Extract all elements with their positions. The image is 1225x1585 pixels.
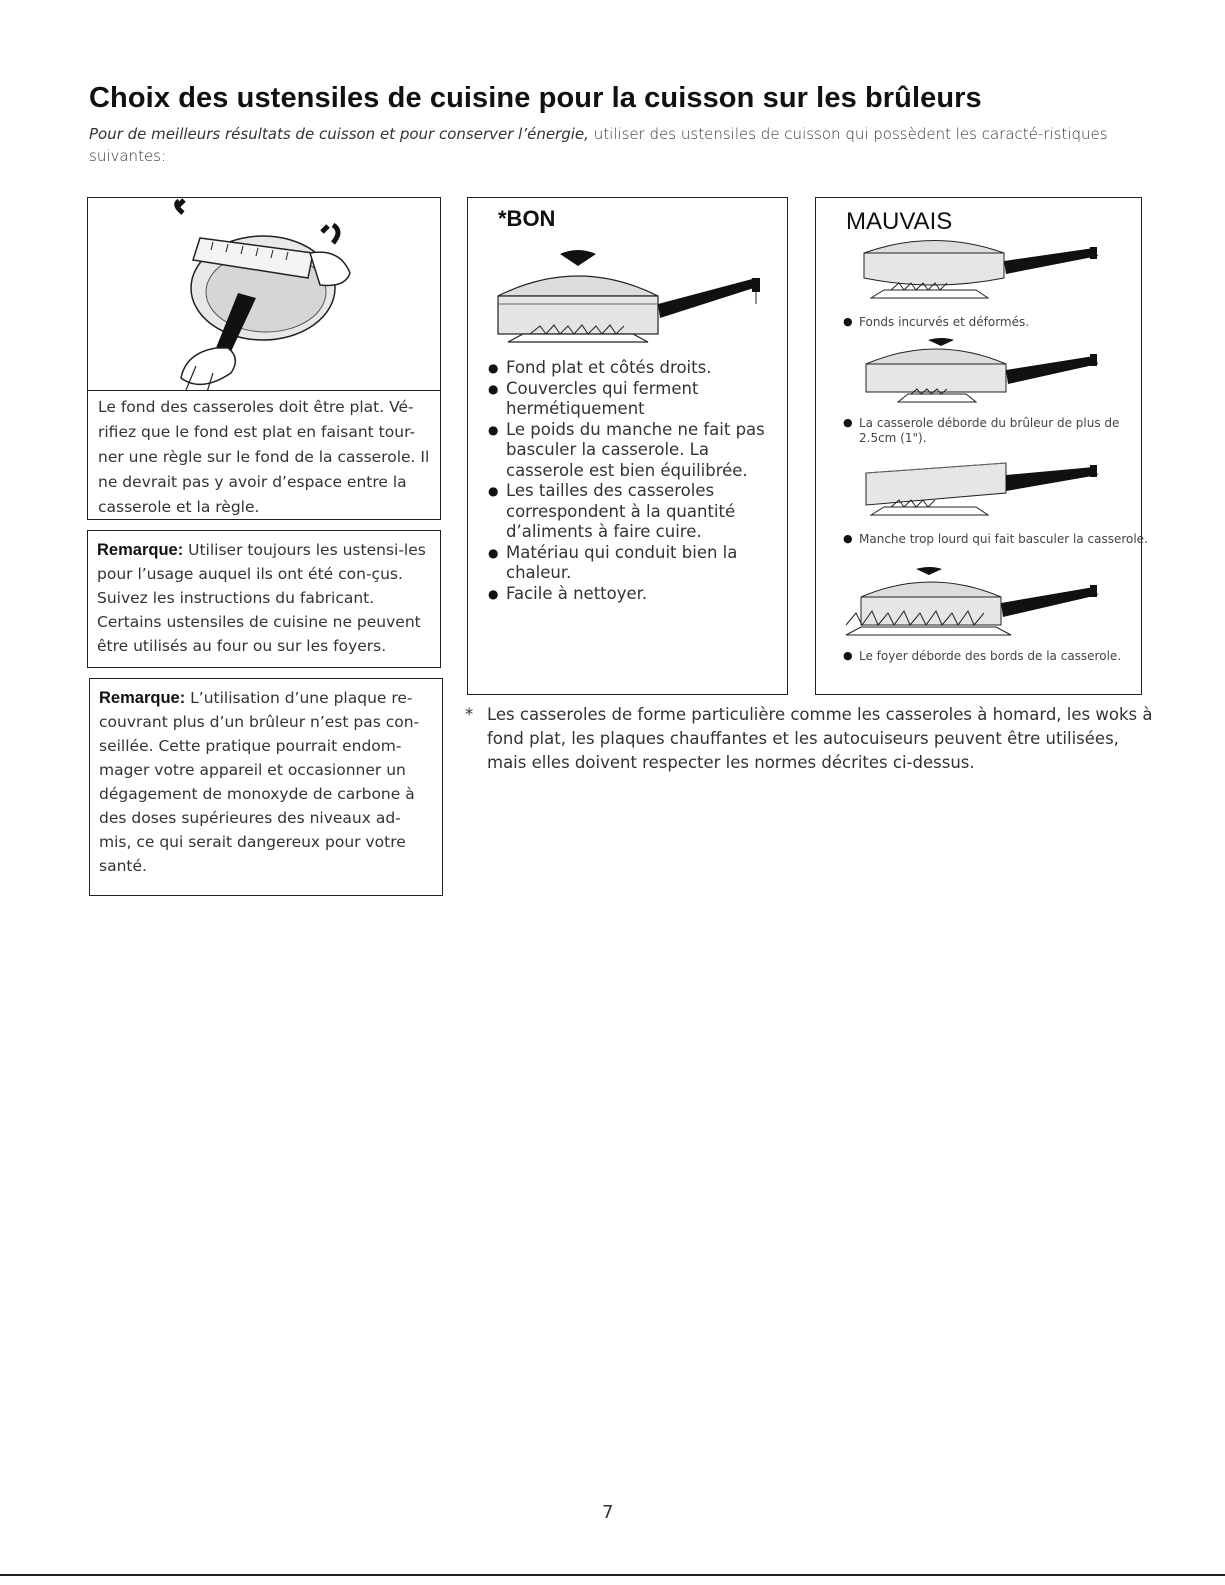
ruler-instructions: Le fond des casseroles doit être plat. Vé-rifiez que le fond est plat en faisant tour-ner une règle sur le fond de la casserole. Il ne devrait pas y avoir d’espace entre la casserole et la règle. bbox=[87, 390, 441, 520]
list-item: ● Manche trop lourd qui fait basculer la casserole. bbox=[843, 532, 1149, 547]
warped-pan-illustration bbox=[816, 228, 1143, 303]
good-pan-illustration bbox=[468, 238, 789, 368]
mauvais-heading: MAUVAIS bbox=[846, 208, 953, 235]
bon-heading: *BON bbox=[498, 206, 556, 231]
mauvais-box bbox=[815, 197, 1148, 695]
list-item: ● Fond plat et côtés droits. bbox=[488, 358, 778, 379]
intro-rest: utiliser des ustensiles de cuisson qui possèdent les caracté-ristiques suivantes: bbox=[89, 125, 1108, 165]
remarque-plaque bbox=[89, 678, 443, 896]
bon-list bbox=[488, 358, 778, 604]
list-item: ● Le poids du manche ne fait pas basculer la casserole. La casserole est bien équilibrée. bbox=[488, 420, 778, 482]
remarque-text: Utiliser toujours les ustensi-les pour l’usage auquel ils ont été con-çus. Suivez les instructions du fabricant. Certains ustensiles de cuisine ne peuvent être utilisés au four ou sur les foyers. bbox=[97, 541, 426, 655]
list-item: ● Fonds incurvés et déformés. bbox=[843, 315, 1149, 330]
remarque-label: Remarque: bbox=[99, 689, 186, 707]
list-item: ● Matériau qui conduit bien la chaleur. bbox=[488, 543, 778, 584]
ruler-on-pan-illustration bbox=[88, 198, 442, 392]
remarque-text: L’utilisation d’une plaque re-couvrant plus d’un brûleur n’est pas con-seillée. Cette pratique pourrait endom-mager votre appareil et occasionner un dégagement de monoxyde de carbone à des doses supérieures des niveaux ad-mis, ce qui serait dangereux pour votre santé. bbox=[99, 689, 420, 875]
page-title: Choix des ustensiles de cuisine pour la cuisson sur les brûleurs bbox=[89, 82, 982, 114]
list-item: ● Le foyer déborde des bords de la casserole. bbox=[843, 649, 1149, 664]
page-number: 7 bbox=[602, 1502, 614, 1523]
small-pan-illustration bbox=[816, 336, 1143, 406]
list-item: ● Couvercles qui ferment hermétiquement bbox=[488, 379, 778, 420]
list-item: ● Les tailles des casseroles correspondent à la quantité d’aliments à faire cuire. bbox=[488, 481, 778, 543]
footnote bbox=[465, 703, 1155, 775]
list-item: ● La casserole déborde du brûleur de plus de 2.5cm (1"). bbox=[843, 416, 1149, 446]
tilting-pan-illustration bbox=[816, 453, 1143, 523]
oversized-flame-illustration bbox=[816, 565, 1143, 645]
intro-italic: Pour de meilleurs résultats de cuisson et pour conserver l’énergie, bbox=[89, 125, 589, 143]
remarque-label: Remarque: bbox=[97, 541, 184, 559]
list-item: ● Facile à nettoyer. bbox=[488, 584, 778, 605]
bottom-divider bbox=[0, 1574, 1225, 1576]
footnote-star: * bbox=[465, 705, 474, 724]
bon-box bbox=[467, 197, 788, 695]
intro-text bbox=[89, 123, 1149, 167]
footnote-text: Les casseroles de forme particulière comme les casseroles à homard, les woks à fond plat, les plaques chauffantes et les autocuiseurs peuvent être utilisées, mais elles doivent respecter les normes décrites ci-dessus. bbox=[487, 705, 1153, 772]
ruler-illustration-box bbox=[87, 197, 441, 391]
remarque-usage bbox=[87, 530, 441, 668]
